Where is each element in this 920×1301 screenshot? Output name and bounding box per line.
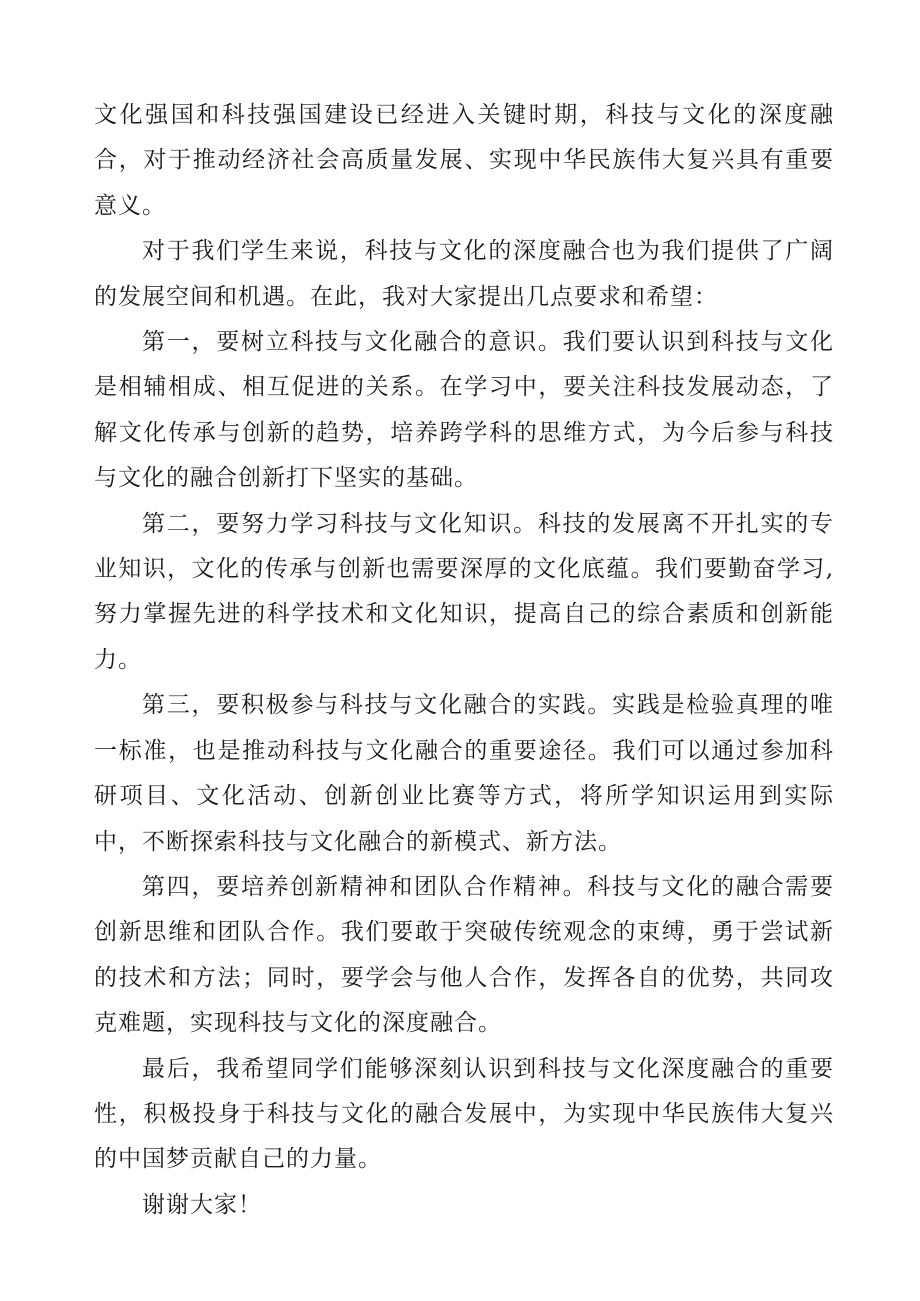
paragraph-students: 对于我们学生来说，科技与文化的深度融合也为我们提供了广阔的发展空间和机遇。在此，我对大家提出几点要求和希望：	[94, 238, 834, 310]
paragraph-intro: 文化强国和科技强国建设已经进入关键时期，科技与文化的深度融合，对于推动经济社会高质量发展、实现中华民族伟大复兴具有重要意义。	[94, 102, 834, 219]
paragraph-point-four: 第四，要培养创新精神和团队合作精神。科技与文化的融合需要创新思维和团队合作。我们要敢于突破传统观念的束缚，勇于尝试新的技术和方法；同时，要学会与他人合作，发挥各自的优势，共同攻克难题，实现科技与文化的深度融合。	[94, 873, 834, 1037]
paragraph-point-one: 第一，要树立科技与文化融合的意识。我们要认识到科技与文化是相辅相成、相互促进的关系。在学习中，要关注科技发展动态，了解文化传承与创新的趋势，培养跨学科的思维方式，为今后参与科技与文化的融合创新打下坚实的基础。	[94, 329, 834, 492]
speech-body	[94, 93, 834, 1228]
paragraph-point-three: 第三，要积极参与科技与文化融合的实践。实践是检验真理的唯一标准，也是推动科技与文化融合的重要途径。我们可以通过参加科研项目、文化活动、创新创业比赛等方式，将所学知识运用到实际中，不断探索科技与文化融合的新模式、新方法。	[94, 692, 834, 855]
paragraph-thanks: 谢谢大家！	[142, 1191, 262, 1218]
paragraph-conclusion: 最后，我希望同学们能够深刻认识到科技与文化深度融合的重要性，积极投身于科技与文化的融合发展中，为实现中华民族伟大复兴的中国梦贡献自己的力量。	[94, 1055, 834, 1173]
paragraph-point-two: 第二，要努力学习科技与文化知识。科技的发展离不开扎实的专业知识，文化的传承与创新也需要深厚的文化底蕴。我们要勤奋学习,努力掌握先进的科学技术和文化知识，提高自己的综合素质和创新能力。	[94, 510, 834, 673]
